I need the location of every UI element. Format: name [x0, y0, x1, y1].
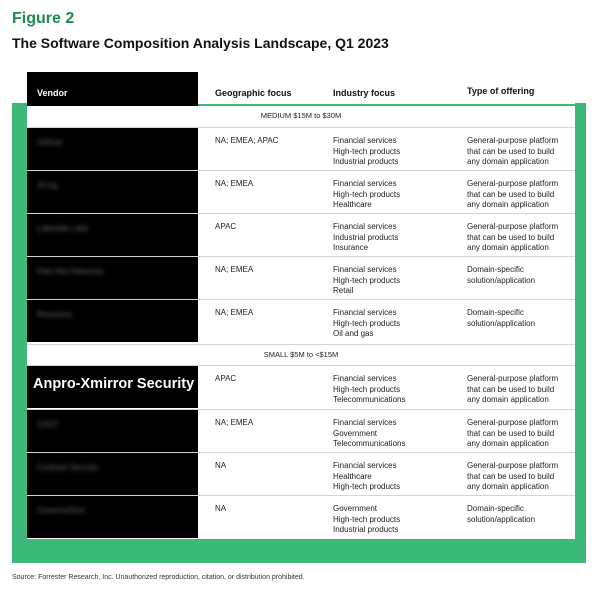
industry-item: Financial services — [333, 308, 397, 317]
offering-cell — [467, 265, 535, 286]
offering-line: any domain application — [467, 395, 549, 404]
offering-line: Domain-specific — [467, 308, 524, 317]
vendor-name-redacted: GrammaTech — [37, 506, 86, 515]
geo-cell: NA; EMEA; APAC — [215, 136, 279, 145]
industry-item: Healthcare — [333, 471, 372, 481]
industry-item: High-tech products — [333, 275, 401, 285]
header-type-of-offering: Type of offering — [467, 86, 535, 96]
industry-item: Telecommunications — [333, 439, 406, 448]
vendor-name-redacted: Contrast Security — [37, 463, 99, 472]
offering-cell — [467, 418, 558, 450]
vendor-cell — [27, 366, 198, 408]
header-vendor-label: Vendor — [37, 88, 68, 98]
vendor-name-redacted: Revenera — [37, 310, 72, 319]
industry-item: Financial services — [333, 179, 397, 188]
industry-cell — [333, 136, 400, 168]
offering-line: Domain-specific — [467, 504, 524, 513]
offering-line: General-purpose platform — [467, 179, 559, 188]
industry-cell — [333, 461, 400, 493]
vendor-name-redacted: Palo Alto Networks — [37, 267, 105, 276]
geo-cell: NA; EMEA — [215, 418, 254, 427]
offering-line: General-purpose platform — [467, 374, 559, 383]
offering-line: solution/application — [467, 318, 536, 328]
industry-item: Financial services — [333, 461, 397, 470]
offering-line: any domain application — [467, 243, 549, 252]
vendor-cell — [27, 453, 198, 495]
offering-line: any domain application — [467, 482, 549, 491]
offering-cell — [467, 308, 535, 329]
vendor-name: Anpro-Xmirror Security — [33, 376, 195, 392]
offering-line: General-purpose platform — [467, 222, 559, 231]
industry-item: Oil and gas — [333, 329, 374, 338]
industry-cell — [333, 265, 400, 297]
industry-item: Financial services — [333, 418, 397, 427]
vendor-name-redacted: GitHub — [37, 138, 62, 147]
table-row — [27, 299, 575, 342]
industry-item: High-tech products — [333, 482, 401, 491]
geo-cell: APAC — [215, 222, 237, 231]
offering-cell — [467, 374, 558, 406]
segment-medium: MEDIUM $15M to $30M — [260, 111, 342, 120]
industry-item: Retail — [333, 286, 354, 295]
industry-cell — [333, 222, 398, 254]
source-note: Source: Forrester Research, Inc. Unauthorized reproduction, citation, or distribution prohibited. — [12, 574, 305, 581]
geo-cell: NA; EMEA — [215, 308, 254, 317]
offering-line: that can be used to build — [467, 146, 555, 156]
offering-line: that can be used to build — [467, 189, 555, 199]
industry-cell — [333, 374, 405, 406]
header-geographic-focus: Geographic focus — [215, 88, 292, 98]
industry-item: Financial services — [333, 136, 397, 145]
vendor-cell — [27, 496, 198, 538]
table-row — [27, 365, 575, 408]
header-vendor — [27, 72, 198, 106]
offering-line: General-purpose platform — [467, 136, 559, 145]
vendor-name-redacted: CAST — [37, 420, 59, 429]
offering-cell — [467, 222, 558, 254]
offering-line: General-purpose platform — [467, 418, 559, 427]
industry-item: Industrial products — [333, 232, 399, 242]
offering-line: any domain application — [467, 439, 549, 448]
header-row — [27, 72, 575, 104]
table-row — [27, 127, 575, 170]
industry-item: Healthcare — [333, 200, 372, 209]
offering-cell — [467, 179, 558, 211]
industry-item: Financial services — [333, 374, 397, 383]
industry-item: High-tech products — [333, 514, 401, 524]
vendor-cell — [27, 214, 198, 256]
offering-line: solution/application — [467, 275, 536, 285]
figure-label: Figure 2 — [12, 10, 75, 27]
table-panel — [27, 106, 575, 539]
industry-item: Insurance — [333, 243, 369, 252]
vendor-cell — [27, 300, 198, 342]
offering-line: General-purpose platform — [467, 461, 559, 470]
industry-cell — [333, 418, 405, 450]
industry-item: High-tech products — [333, 318, 401, 328]
offering-line: that can be used to build — [467, 232, 555, 242]
industry-item: High-tech products — [333, 189, 401, 199]
geo-cell: NA; EMEA — [215, 179, 254, 188]
industry-item: Financial services — [333, 265, 397, 274]
offering-cell — [467, 504, 535, 525]
offering-cell — [467, 461, 558, 493]
industry-cell — [333, 179, 400, 211]
industry-item: Industrial products — [333, 525, 399, 534]
table-row — [27, 495, 575, 538]
industry-item: Government — [333, 428, 378, 438]
offering-line: Domain-specific — [467, 265, 524, 274]
vendor-name-redacted: JFrog — [37, 181, 58, 190]
offering-line: solution/application — [467, 514, 536, 524]
industry-item: Industrial products — [333, 157, 399, 166]
vendor-cell — [27, 410, 198, 452]
table-row — [27, 170, 575, 213]
offering-cell — [467, 136, 558, 168]
geo-cell: NA — [215, 504, 227, 513]
offering-line: that can be used to build — [467, 428, 555, 438]
industry-cell — [333, 504, 400, 536]
header-industry-focus: Industry focus — [333, 88, 396, 98]
segment-small: SMALL $5M to <$15M — [27, 344, 575, 365]
vendor-name-redacted: Lakeside Labs — [37, 224, 89, 233]
geo-cell: NA — [215, 461, 227, 470]
industry-item: Government — [333, 504, 378, 513]
offering-line: that can be used to build — [467, 384, 555, 394]
table-row — [27, 452, 575, 495]
industry-item: Telecommunications — [333, 395, 406, 404]
industry-cell — [333, 308, 400, 340]
geo-cell: NA; EMEA — [215, 265, 254, 274]
table-row — [27, 213, 575, 256]
table-row — [27, 256, 575, 299]
offering-line: any domain application — [467, 157, 549, 166]
industry-item: Financial services — [333, 222, 397, 231]
offering-line: any domain application — [467, 200, 549, 209]
offering-line: that can be used to build — [467, 471, 555, 481]
vendor-cell — [27, 171, 198, 213]
table-row — [27, 409, 575, 452]
vendor-cell — [27, 128, 198, 170]
industry-item: High-tech products — [333, 384, 401, 394]
industry-item: High-tech products — [333, 146, 401, 156]
vendor-cell — [27, 257, 198, 299]
geo-cell: APAC — [215, 374, 237, 383]
figure-title: The Software Composition Analysis Landscape, Q1 2023 — [12, 35, 389, 51]
